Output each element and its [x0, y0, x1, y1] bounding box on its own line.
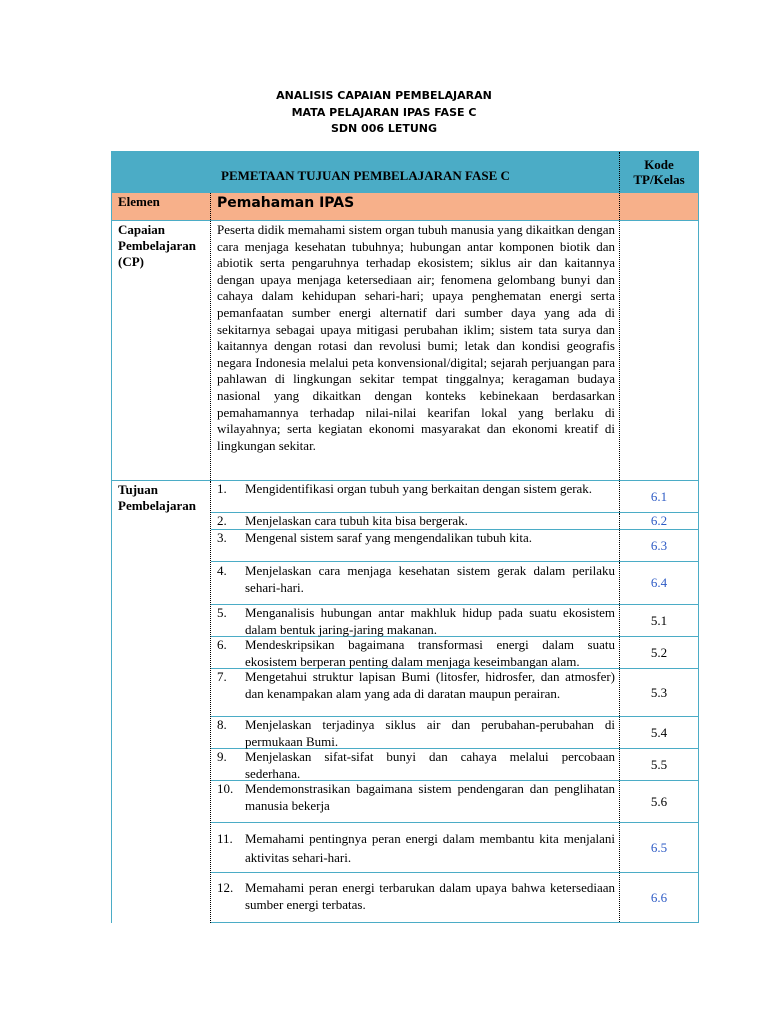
tp-item: [211, 513, 620, 529]
tp-text: Mengenal sistem saraf yang mengendalikan tubuh kita.: [245, 530, 533, 545]
tp-code: 5.5: [650, 756, 668, 772]
tp-text: Memahami peran energi terbarukan dalam upaya bahwa ketersediaan sumber energi terbatas.: [245, 880, 615, 912]
tp-num: 9.: [217, 749, 227, 764]
mapping-table: [111, 151, 699, 923]
tp-text: Menjelaskan terjadinya siklus air dan perubahan-perubahan di permukaan Bumi.: [245, 717, 615, 749]
tp-code: 5.4: [650, 724, 668, 740]
tp-row: [211, 781, 698, 823]
tp-row: [211, 513, 698, 530]
tp-code: 5.2: [650, 644, 668, 660]
tp-item: [211, 781, 620, 822]
header-title: ANALISIS CAPAIAN PEMBELAJARAN: [276, 89, 492, 102]
tp-num: 12.: [217, 880, 234, 895]
elemen-value: Pemahaman IPAS: [211, 193, 620, 220]
code-header-line1: Kode: [644, 157, 674, 172]
tp-row: [211, 562, 698, 605]
tp-num: 4.: [217, 563, 227, 578]
code-header-line2: TP/Kelas: [633, 172, 685, 187]
document-header: [0, 88, 768, 138]
tp-row: [211, 717, 698, 749]
tp-text: Mengetahui struktur lapisan Bumi (litosfer, hidrosfer, dan atmosfer) dan kenampakan alam yang ada di daratan maupun perairan.: [245, 669, 615, 701]
tp-num: 3.: [217, 530, 227, 545]
tp-item: [211, 530, 620, 561]
tp-item: [211, 717, 620, 748]
tp-item: [211, 605, 620, 636]
header-subject: MATA PELAJARAN IPAS FASE C: [291, 105, 477, 119]
tp-num: 6.: [217, 637, 227, 652]
header-school: SDN 006 LETUNG: [330, 122, 438, 135]
tp-row: [211, 530, 698, 562]
tp-text: Menjelaskan cara tubuh kita bisa bergerak.: [245, 513, 468, 528]
tp-text: Menganalisis hubungan antar makhluk hidup pada suatu ekosistem dalam bentuk jaring-jaring makanan.: [245, 605, 615, 637]
tp-text: Memahami pentingnya peran energi dalam membantu kita menjalani aktivitas sehari-hari.: [245, 831, 615, 865]
code-header: [620, 152, 698, 192]
cp-text: Peserta didik memahami sistem organ tubuh manusia yang dikaitkan dengan cara menjaga kesehatan tubuhnya; hubungan antar komponen biotik dan abiotik serta pengaruhnya terhadap ekosistem; siklus air dan kaitannya dengan upaya menjaga ketersediaan air; fenomena gelombang bunyi dan cahaya dalam kehidupan sehari-hari; upaya penghematan energi serta pemanfaatan sumber energi alternatif dari sumber daya yang ada di sekitarnya sebagai upaya mitigasi perubahan iklim; sistem tata surya dan kaitannya dengan rotasi dan revolusi bumi; letak dan kondisi geografis negara Indonesia melalui peta konvensional/digital; sejarah perjuangan para pahlawan di lingkungan sekitar tempat tinggalnya; keragaman budaya nasional yang dikaitkan dengan konteks kebinekaan berdasarkan pemahamannya terhadap nilai-nilai kearifan lokal yang berlaku di wilayahnya; serta kegiatan ekonomi masyarakat dan ekonomi kreatif di lingkungan sekitar.: [211, 221, 620, 480]
tp-row: [211, 873, 698, 923]
tp-code: 5.1: [650, 612, 668, 628]
tp-item: [211, 637, 620, 668]
tp-item: [211, 873, 620, 922]
tp-num: 7.: [217, 669, 227, 684]
tp-item: [211, 669, 620, 716]
tp-row: [211, 637, 698, 669]
tp-code: 5.3: [650, 684, 668, 700]
tp-num: 2.: [217, 513, 227, 528]
tp-section: [112, 481, 698, 923]
tp-num: 1.: [217, 481, 227, 496]
tp-text: Mengidentifikasi organ tubuh yang berkaitan dengan sistem gerak.: [245, 481, 593, 496]
tp-code: 5.6: [650, 793, 668, 809]
tp-code: 6.4: [650, 575, 668, 590]
cp-row: [112, 221, 698, 481]
tp-text: Mendeskripsikan bagaimana transformasi energi dalam suatu ekosistem berperan penting dalam menjaga keseimbangan alam.: [245, 637, 615, 669]
tp-item: [211, 749, 620, 780]
tp-code: 6.2: [650, 513, 668, 528]
tp-num: 11.: [217, 831, 233, 846]
tp-list: [211, 481, 698, 923]
tp-item: [211, 823, 620, 872]
elemen-row: [112, 193, 698, 221]
tp-row: [211, 749, 698, 781]
table-header-row: [112, 152, 698, 193]
tp-num: 8.: [217, 717, 227, 732]
cp-code-cell: [620, 221, 698, 480]
tp-text: Menjelaskan sifat-sifat bunyi dan cahaya melalui percobaan sederhana.: [245, 749, 615, 781]
elemen-label: Elemen: [112, 193, 211, 220]
tp-row: [211, 669, 698, 717]
tp-num: 10.: [217, 781, 234, 796]
tp-text: Menjelaskan cara menjaga kesehatan sistem gerak dalam perilaku sehari-hari.: [245, 563, 615, 595]
tp-row: [211, 481, 698, 513]
tp-row: [211, 605, 698, 637]
tp-text: Mendemonstrasikan bagaimana sistem pendengaran dan penglihatan manusia bekerja: [245, 781, 615, 813]
tp-item: [211, 562, 620, 604]
tp-code: 6.6: [650, 889, 668, 905]
table-title: PEMETAAN TUJUAN PEMBELAJARAN FASE C: [112, 152, 620, 192]
tp-item: [211, 481, 620, 512]
tp-code: 6.3: [650, 537, 668, 553]
tp-label: Tujuan Pembelajaran: [112, 481, 211, 923]
tp-row: [211, 823, 698, 873]
cp-label: Capaian Pembelajaran (CP): [112, 221, 211, 480]
tp-num: 5.: [217, 605, 227, 620]
tp-code: 6.5: [650, 839, 668, 855]
elemen-code-cell: [620, 193, 698, 220]
tp-code: 6.1: [650, 488, 668, 504]
